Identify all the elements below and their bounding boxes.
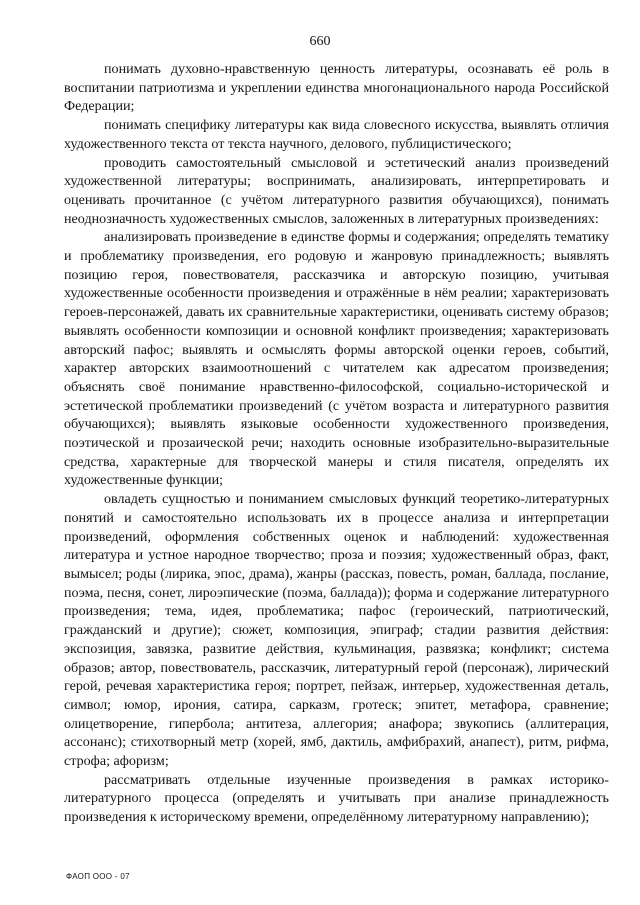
- page-number: 660: [309, 34, 331, 49]
- paragraph-literary-concepts: овладеть сущностью и пониманием смысловых функций теоретико-литературных понятий и самостоятельно использовать их в процессе анализа и интерпретации произведений, оформления собственных оценок и наблюдений: художественная литература и устное народное творчество; проза и поэзия; художественный образ, факт, вымысел; роды (лирика, эпос, драма), жанры (рассказ, повесть, роман, баллада, послание, поэма, песня, сонет, лироэпические (поэма, баллада)); форма и содержание литературного произведения; тема, идея, проблематика; пафос (героический, патриотический, гражданский и другие); сюжет, композиция, эпиграф; стадии развития действия: экспозиция, завязка, развитие действия, кульминация, развязка; конфликт; система образов; автор, повествователь, рассказчик, литературный герой (персонаж), лирический герой, речевая характеристика героя; портрет, пейзаж, интерьер, художественная деталь, символ; юмор, ирония, сатира, сарказм, гротеск; эпитет, метафора, сравнение; олицетворение, гипербола; антитеза, аллегория; анафора; звукопись (аллитерация, ассонанс); стихотворный метр (хорей, ямб, дактиль, амфибрахий, анапест), ритм, рифма, строфа; афоризм;: [64, 491, 609, 770]
- document-body: [64, 60, 609, 827]
- document-footer-code: ФАОП ООО - 07: [66, 872, 130, 881]
- paragraph-literature-specifics: понимать специфику литературы как вида словесного искусства, выявлять отличия художественного текста от текста научного, делового, публицистического;: [64, 117, 609, 152]
- paragraph-historical-process: рассматривать отдельные изученные произведения в рамках историко-литературного процесса (определять и учитывать при анализе принадлежность произведения к историческому времени, определённому литературному направлению);: [64, 771, 609, 826]
- paragraph-analyze-work: анализировать произведение в единстве формы и содержания; определять тематику и проблематику произведения, его родовую и жанровую принадлежность; выявлять позицию героя, повествователя, рассказчика и авторскую позицию, учитывая художественные особенности произведения и отражённые в нём реалии; характеризовать героев-персонажей, давать их сравнительные характеристики, оценивать систему образов; выявлять особенности композиции и основной конфликт произведения; характеризовать авторский пафос; выявлять и осмыслять формы авторской оценки героев, событий, характер авторских взаимоотношений с читателем как адресатом произведения; объяснять своё понимание нравственно-философской, социально-исторической и эстетической проблематики произведений (с учётом возраста и литературного развития обучающихся); выявлять языковые особенности художественного произведения, поэтической и прозаической речи; находить основные изобразительно-выразительные средства, характерные для творческой манеры и стиля писателя, определять их художественные функции;: [64, 229, 609, 489]
- paragraph-independent-analysis: проводить самостоятельный смысловой и эстетический анализ произведений художественной литературы; воспринимать, анализировать, интерпретировать и оценивать прочитанное (с учётом литературного развития обучающихся), понимать неоднозначность художественных смыслов, заложенных в литературных произведениях:: [64, 154, 609, 227]
- paragraph-spiritual-value: понимать духовно-нравственную ценность литературы, осознавать её роль в воспитании патриотизма и укреплении единства многонационального народа Российской Федерации;: [64, 61, 609, 115]
